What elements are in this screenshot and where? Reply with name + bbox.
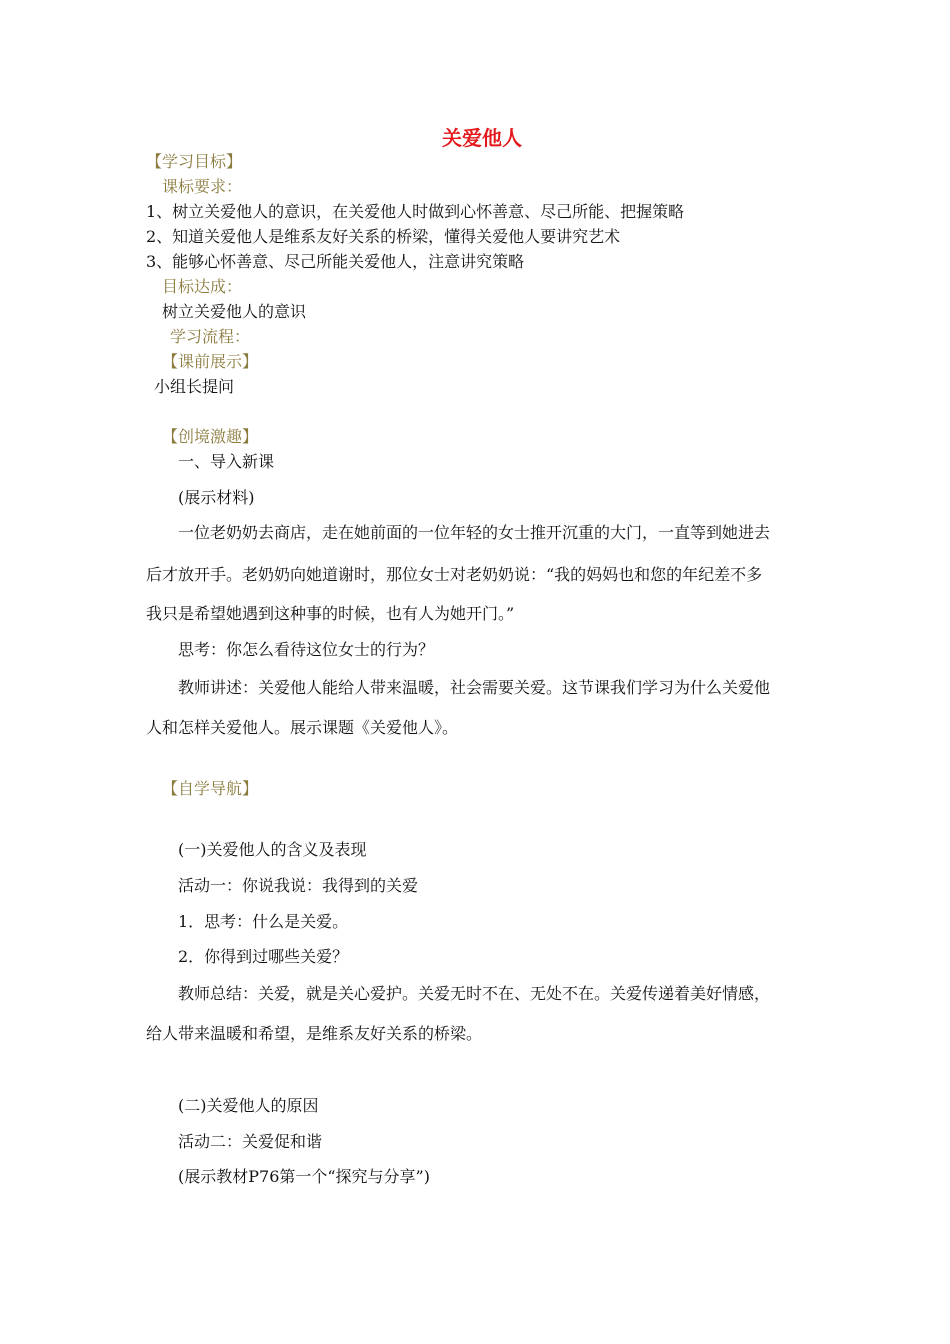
section2-title: (二)关爱他人的原因 [178,1096,319,1115]
preclass-text: 小组长提问 [154,377,235,396]
teacher-line-2: 人和怎样关爱他人。展示课题《关爱他人》。 [146,718,459,737]
story-line-3: 我只是希望她遇到这种事的时候，也有人为她开门。” [146,604,515,623]
achieve-label: 目标达成： [162,277,243,296]
teacher-line-1: 教师讲述：关爱他人能给人带来温暖，社会需要关爱。这节课我们学习为什么关爱他 [178,678,771,697]
process-label: 学习流程： [170,327,251,346]
achieve-text: 树立关爱他人的意识 [162,302,307,321]
story-line-1: 一位老奶奶去商店，走在她前面的一位年轻的女士推开沉重的大门，一直等到她进去 [178,523,771,542]
requirement-1: 1、树立关爱他人的意识，在关爱他人时做到心怀善意、尽己所能、把握策略 [146,202,685,221]
story-line-2: 后才放开手。老奶奶向她道谢时，那位女士对老奶奶说：“我的妈妈也和您的年纪差不多 [146,565,763,584]
requirement-2: 2、知道关爱他人是维系友好关系的桥梁，懂得关爱他人要讲究艺术 [146,227,621,246]
selfstudy-header: 【自学导航】 [162,779,259,798]
goals-header: 【学习目标】 [146,152,243,171]
preclass-header: 【课前展示】 [162,352,259,371]
requirement-3: 3、能够心怀善意、尽己所能关爱他人，注意讲究策略 [146,252,525,271]
summary-line-1: 教师总结：关爱，就是关心爱护。关爱无时不在、无处不在。关爱传递着美好情感， [178,984,771,1003]
standard-label: 课标要求： [162,177,243,196]
page-title: 关爱他人 [442,126,522,150]
question-1: 1．思考：什么是关爱。 [178,912,349,931]
situation-header: 【创境激趣】 [162,427,259,446]
show-material: (展示材料) [178,488,255,507]
activity1-title: 活动一：你说我说：我得到的关爱 [178,876,419,895]
section1-title: (一)关爱他人的含义及表现 [178,840,367,859]
intro-title: 一、导入新课 [178,452,275,471]
show-textbook: (展示教材P76第一个“探究与分享”) [178,1167,430,1186]
summary-line-2: 给人带来温暖和希望，是维系友好关系的桥梁。 [146,1024,483,1043]
think-text: 思考：你怎么看待这位女士的行为？ [178,640,435,659]
question-2: 2．你得到过哪些关爱？ [178,947,349,966]
activity2-title: 活动二：关爱促和谐 [178,1132,323,1151]
